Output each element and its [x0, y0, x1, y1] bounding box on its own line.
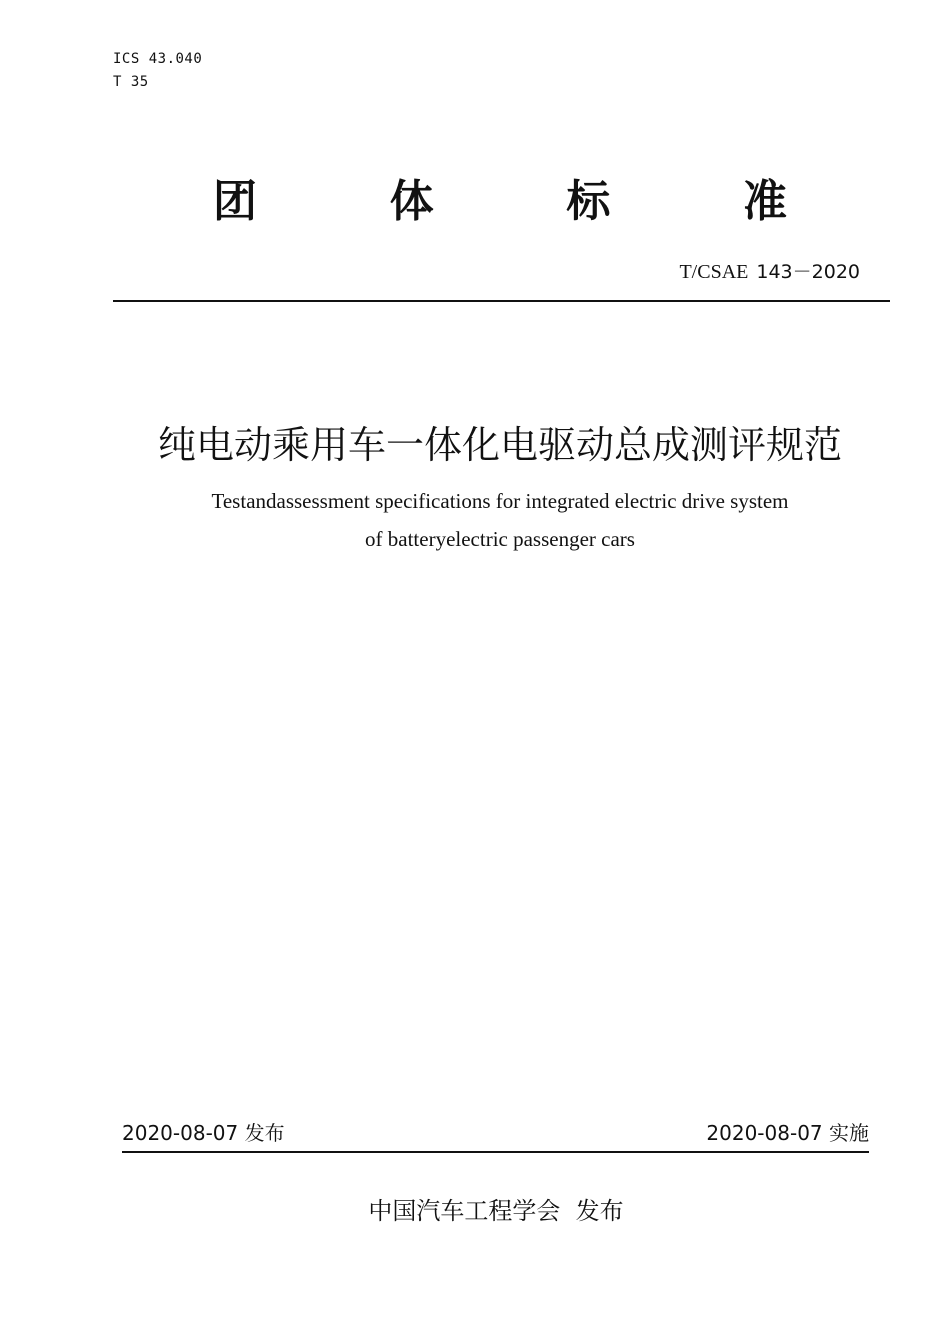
top-divider [113, 300, 890, 302]
standard-type-char-2: 体 [389, 176, 434, 227]
standard-type-char-4: 准 [742, 176, 787, 227]
issue-date: 2020-08-07 发布 [122, 1121, 285, 1145]
publisher: 中国汽车工程学会 发布 [368, 1197, 624, 1225]
standard-number [679, 258, 860, 286]
standard-number-value: 143－2020 [756, 261, 860, 283]
bottom-divider [122, 1151, 869, 1153]
ics-code: ICS 43.040 [113, 51, 203, 67]
title-english-line-2: of batteryelectric passenger cars [365, 527, 635, 551]
title-chinese: 纯电动乘用车一体化电驱动总成测评规范 [157, 423, 842, 467]
standard-number-prefix: T/CSAE [679, 261, 749, 283]
title-english-line-1: Testandassessment specifications for integrated electric drive system [211, 489, 789, 513]
standard-type-heading [180, 170, 820, 234]
title-english [0, 482, 950, 558]
classification-codes [113, 48, 202, 94]
standard-type-char-3: 标 [566, 176, 611, 227]
ccs-code: T 35 [113, 74, 149, 90]
implementation-date: 2020-08-07 实施 [706, 1121, 869, 1145]
standard-type-char-1: 团 [213, 176, 257, 227]
